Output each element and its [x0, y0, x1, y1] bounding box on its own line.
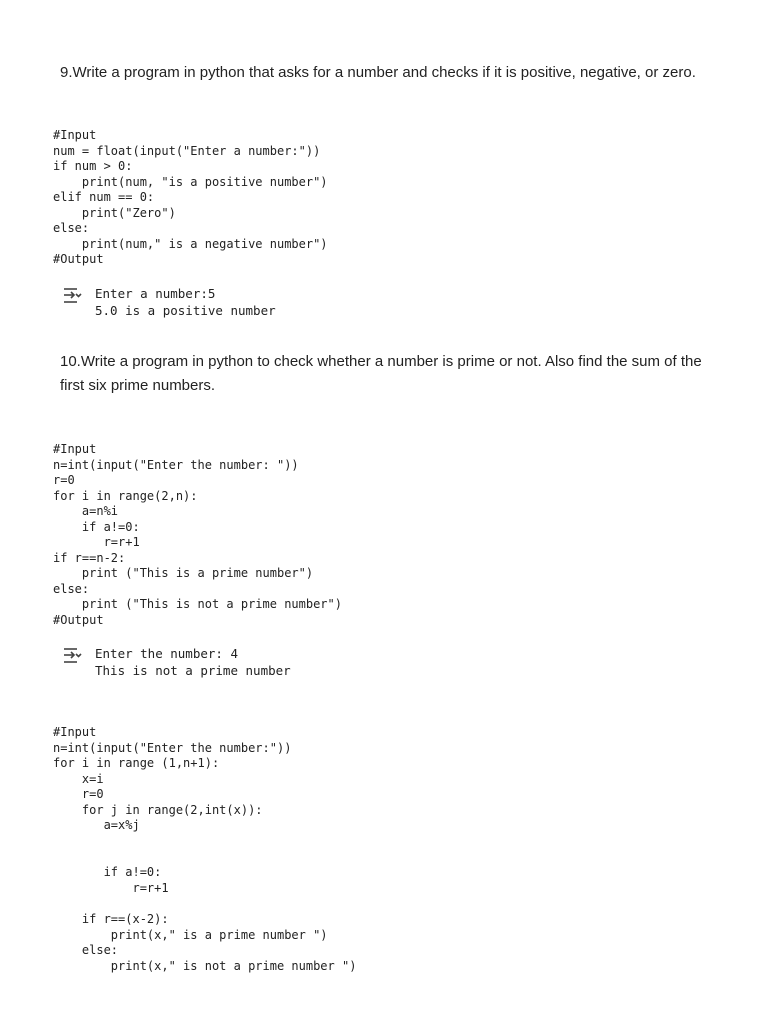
code-block-q10: #Input n=int(input("Enter the number: ")) r=0 for i in range(2,n): a=n%i if a!=0: r=r+1 if r==n-2: print ("This is a prime number") else: print ("This is not a prime number") #Output	[53, 442, 342, 627]
output-text-q9: Enter a number:5 5.0 is a positive number	[95, 286, 276, 318]
question-9: 9.Write a program in python that asks for a number and checks if it is positive, negative, or zero.	[60, 64, 696, 81]
output-toggle-icon[interactable]	[62, 287, 82, 305]
code-block-q9: #Input num = float(input("Enter a number:")) if num > 0: print(num, "is a positive number") elif num == 0: print("Zero") else: print(num," is a negative number") #Output	[53, 128, 328, 266]
question-10: 10.Write a program in python to check whether a number is prime or not. Also find the sum of the first six prime numbers.	[60, 353, 702, 394]
code-block-q10b-part3: if r==(x-2): print(x," is a prime number ") else: print(x," is not a prime number ")	[81, 912, 357, 973]
code-block-q10b-part1: #Input n=int(input("Enter the number:")) for i in range (1,n+1): x=i r=0 for j in range(2,int(x)): a=x%j	[53, 725, 292, 832]
code-block-q10b-part2: if a!=0: r=r+1	[103, 865, 169, 895]
output-toggle-icon[interactable]	[62, 647, 82, 665]
output-text-q10: Enter the number: 4 This is not a prime number	[95, 646, 291, 678]
